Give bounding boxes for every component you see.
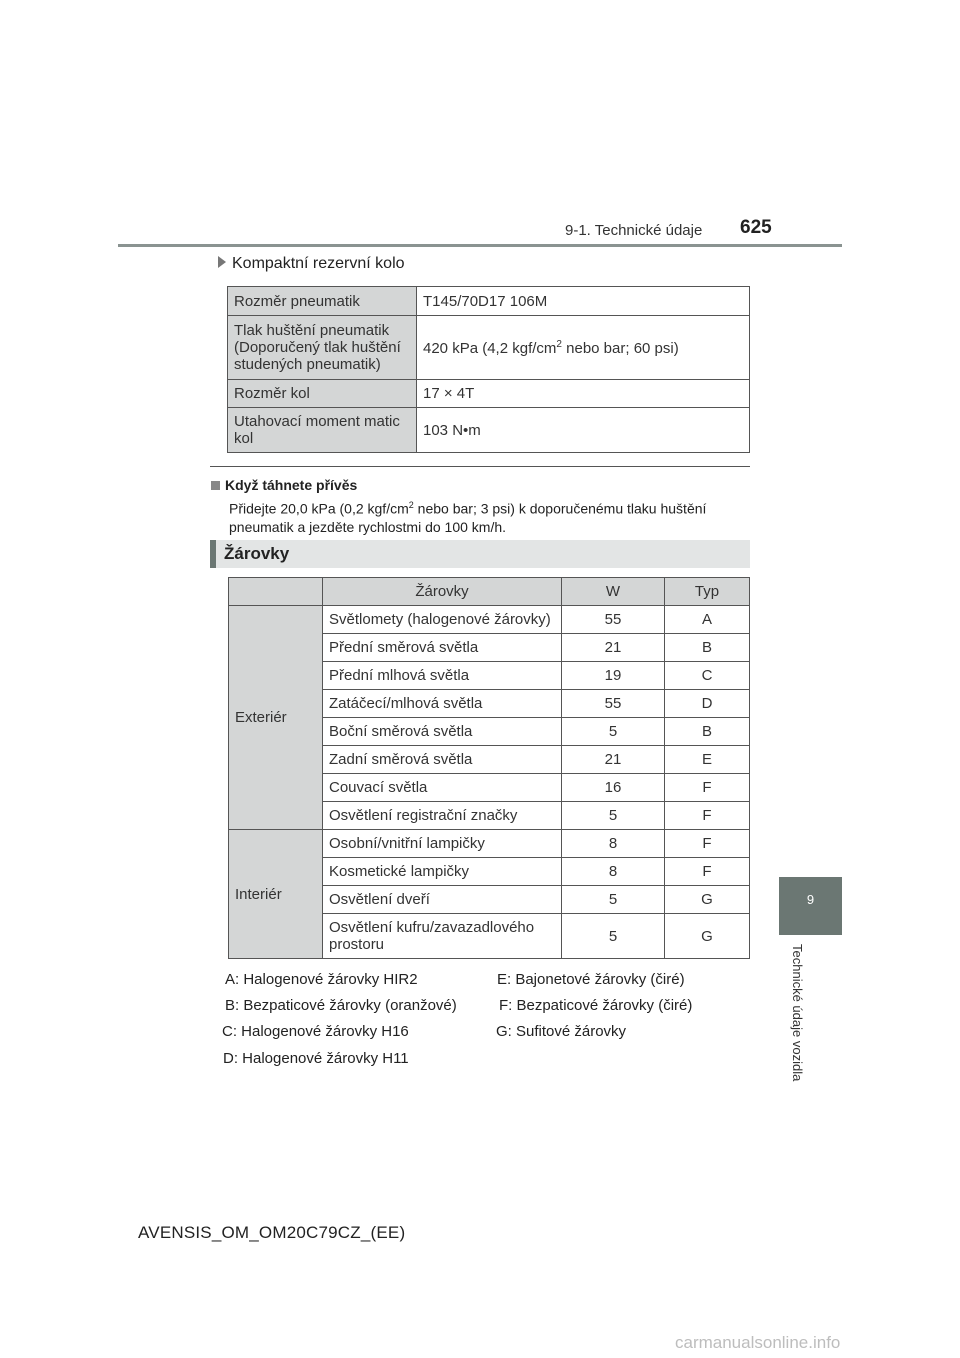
- spec-value: 17 × 4T: [417, 380, 750, 408]
- column-header: W: [562, 578, 665, 606]
- spec-value-superscript: 2: [556, 338, 562, 350]
- arrow-right-icon: [218, 256, 226, 268]
- bulb-type: F: [665, 802, 750, 830]
- bulb-watts: 21: [562, 634, 665, 662]
- spec-value-text-after: nebo bar; 60 psi): [561, 339, 679, 357]
- document-code: AVENSIS_OM_OM20C79CZ_(EE): [138, 1223, 406, 1242]
- spec-value: T145/70D17 106M: [417, 287, 750, 316]
- spec-value: 103 N•m: [417, 408, 750, 453]
- spec-label: Tlak huštění pneumatik (Doporučený tlak huštění studených pneumatik): [228, 316, 417, 380]
- bulb-type: F: [665, 830, 750, 858]
- watermark: carmanualsonline.info: [675, 1333, 841, 1352]
- bulb-watts: 8: [562, 830, 665, 858]
- bulb-type: B: [665, 634, 750, 662]
- bulb-type: G: [665, 886, 750, 914]
- table-row: [228, 408, 750, 453]
- column-header: Žárovky: [323, 578, 562, 606]
- legend-item: G: Sufitové žárovky: [496, 1023, 627, 1040]
- bulbs-heading-text: Žárovky: [224, 544, 290, 563]
- bulb-watts: 16: [562, 774, 665, 802]
- bulbs-table: [228, 577, 750, 959]
- bulb-watts: 8: [562, 858, 665, 886]
- table-row: [229, 606, 750, 634]
- trailer-heading-text: Když táhnete přívěs: [225, 477, 358, 493]
- spec-value: [417, 316, 750, 380]
- column-header: Typ: [665, 578, 750, 606]
- bulb-type: F: [665, 774, 750, 802]
- bulb-name: Osvětlení registrační značky: [323, 802, 562, 830]
- spec-label: Rozměr kol: [228, 380, 417, 408]
- table-row: [228, 287, 750, 316]
- bulb-name: Boční směrová světla: [323, 718, 562, 746]
- legend-item: F: Bezpaticové žárovky (čiré): [499, 997, 693, 1014]
- bulb-type: D: [665, 690, 750, 718]
- bulb-watts: 5: [562, 914, 665, 959]
- bulb-type: G: [665, 914, 750, 959]
- bulb-name: Zatáčecí/mlhová světla: [323, 690, 562, 718]
- bulb-watts: 55: [562, 690, 665, 718]
- spec-label: Utahovací moment matic kol: [228, 408, 417, 453]
- bulb-name: Osvětlení dveří: [323, 886, 562, 914]
- trailer-heading: [211, 477, 357, 493]
- bulb-watts: 5: [562, 802, 665, 830]
- legend-item: A: Halogenové žárovky HIR2: [225, 971, 418, 988]
- bulb-watts: 21: [562, 746, 665, 774]
- spec-value-text: 420 kPa (4,2 kgf/cm: [423, 339, 557, 357]
- bulb-type: A: [665, 606, 750, 634]
- bulb-type: C: [665, 662, 750, 690]
- table-header-row: [229, 578, 750, 606]
- chapter-tab-text: Technické údaje vozidla: [790, 944, 805, 1082]
- bulb-name: Kosmetické lampičky: [323, 858, 562, 886]
- trailer-text-after: nebo bar; 3 psi) k doporučenému tlaku huštění pneumatik a jezděte rychlostmi do 100 km/h.: [229, 500, 707, 535]
- column-header: [229, 578, 323, 606]
- legend-item: B: Bezpaticové žárovky (oranžové): [225, 997, 457, 1014]
- header-divider: [118, 244, 842, 247]
- bulb-name: Couvací světla: [323, 774, 562, 802]
- bulb-name: Osvětlení kufru/zavazadlového prostoru: [323, 914, 562, 959]
- bulb-watts: 55: [562, 606, 665, 634]
- trailer-text: Přidejte 20,0 kPa (0,2 kgf/cm: [229, 500, 409, 517]
- chapter-tab-label: [787, 944, 807, 1104]
- square-bullet-icon: [211, 481, 220, 490]
- bulb-type: F: [665, 858, 750, 886]
- page-number: 625: [740, 217, 772, 238]
- bulb-watts: 5: [562, 886, 665, 914]
- bulb-watts: 19: [562, 662, 665, 690]
- bulbs-section-heading: [210, 540, 750, 568]
- legend-item: E: Bajonetové žárovky (čiré): [497, 971, 685, 988]
- group-label-exterior: Exteriér: [229, 606, 323, 830]
- bulb-type: E: [665, 746, 750, 774]
- section-divider: [210, 466, 750, 467]
- spare-wheel-heading-text: Kompaktní rezervní kolo: [232, 255, 405, 272]
- table-row: [228, 380, 750, 408]
- spec-label: Rozměr pneumatik: [228, 287, 417, 316]
- table-row: [229, 830, 750, 858]
- heading-accent-bar: [210, 540, 216, 568]
- spare-wheel-table: [227, 286, 750, 453]
- trailer-paragraph: [229, 496, 754, 536]
- legend-item: D: Halogenové žárovky H11: [223, 1050, 409, 1067]
- bulb-name: Přední směrová světla: [323, 634, 562, 662]
- bulb-watts: 5: [562, 718, 665, 746]
- legend-item: C: Halogenové žárovky H16: [222, 1023, 409, 1040]
- group-label-interior: Interiér: [229, 830, 323, 959]
- bulb-type: B: [665, 718, 750, 746]
- trailer-text-superscript: 2: [408, 500, 414, 510]
- bulb-name: Osobní/vnitřní lampičky: [323, 830, 562, 858]
- bulb-name: Světlomety (halogenové žárovky): [323, 606, 562, 634]
- bulb-name: Zadní směrová světla: [323, 746, 562, 774]
- section-title: 9-1. Technické údaje: [565, 222, 703, 239]
- bulb-name: Přední mlhová světla: [323, 662, 562, 690]
- spare-wheel-heading: [218, 255, 405, 273]
- table-row: [228, 316, 750, 380]
- chapter-tab-number: 9: [806, 892, 815, 907]
